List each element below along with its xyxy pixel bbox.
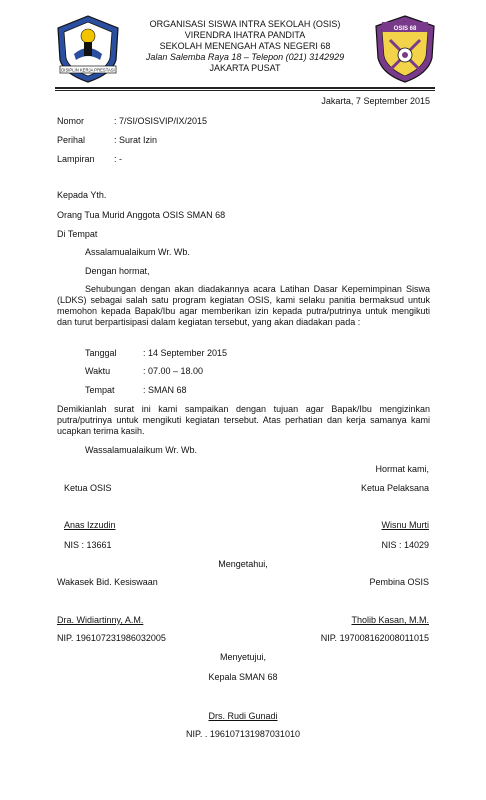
recipient-place: Di Tempat	[57, 229, 98, 239]
perihal-value: : Surat Izin	[114, 135, 158, 145]
pembina-title: Pembina OSIS	[369, 577, 429, 587]
tempat-label: Tempat	[85, 385, 115, 395]
recipient-name: Orang Tua Murid Anggota OSIS SMAN 68	[57, 210, 226, 220]
pembina-name: Tholib Kasan, M.M.	[351, 615, 429, 625]
wakasek-name: Dra. Widiartinny, A.M.	[57, 615, 144, 625]
body-paragraph: Sehubungan dengan akan diadakannya acara Latihan Dasar Kepemimpinan Siswa (LDKS) sebagai salah satu program kegiatan OSIS, kami selaku panitia bermaksud untuk memohon kepada Bapak/Ibu agar memberikan izin kepada putra/putrinya untuk mengikuti dan turut berpartisipasi dalam kegiatan tersebut, yang akan diadakan pada :	[57, 284, 430, 327]
ketua-osis-name: Anas Izzudin	[64, 520, 116, 530]
hormat-kami: Hormat kami,	[375, 464, 429, 474]
perihal-label: Perihal	[57, 135, 86, 145]
opening: Dengan hormat,	[85, 266, 150, 276]
lampiran-value: : -	[114, 154, 122, 164]
lampiran-label: Lampiran	[57, 154, 95, 164]
ketua-osis-nis: NIS : 13661	[64, 540, 112, 550]
menyetujui: Menyetujui,	[219, 652, 267, 662]
ketua-pelaksana-name: Wisnu Murti	[381, 520, 429, 530]
closing-paragraph: Demikianlah surat ini kami sampaikan dengan tujuan agar Bapak/Ibu mengizinkan putra/putrinya untuk mengikuti kegiatan tersebut. Atas perhatian dan kerja samanya kami ucapkan terima kasih.	[57, 404, 430, 436]
kepala-name: Drs. Rudi Gunadi	[208, 711, 278, 721]
farewell: Wassalamualaikum Wr. Wb.	[85, 445, 198, 455]
kepala-nip: NIP. . 196107131987031010	[186, 729, 300, 739]
tanggal-label: Tanggal	[85, 348, 117, 358]
nomor-value: : 7/SI/OSISVIP/IX/2015	[114, 116, 208, 126]
wakasek-nip: NIP. 196107231986032005	[57, 633, 166, 643]
nomor-label: Nomor	[57, 116, 85, 126]
tempat-value: : SMAN 68	[143, 385, 187, 395]
badge-title: OSIS 68	[393, 26, 417, 32]
pembina-nip: NIP. 197008162008011015	[320, 633, 429, 643]
greeting: Assalamualaikum Wr. Wb.	[85, 247, 190, 257]
ketua-osis-title: Ketua OSIS	[64, 483, 112, 493]
letterhead-city: JAKARTA PUSAT	[209, 63, 281, 73]
letterhead-address: Jalan Salemba Raya 18 – Telepon (021) 3142929	[145, 52, 345, 62]
letterhead-school: SEKOLAH MENENGAH ATAS NEGERI 68	[159, 41, 331, 51]
osis-badge-logo	[372, 14, 438, 84]
ketua-pelaksana-nis: NIS : 14029	[381, 540, 429, 550]
wakasek-title: Wakasek Bid. Kesiswaan	[57, 577, 158, 587]
waktu-label: Waktu	[85, 366, 111, 376]
waktu-value: : 07.00 – 18.00	[143, 366, 204, 376]
school-emblem-logo	[52, 14, 124, 84]
letterhead-divider-thin	[55, 90, 435, 91]
tanggal-value: : 14 September 2015	[143, 348, 228, 358]
mengetahui: Mengetahui,	[218, 559, 268, 569]
recipient-salutation: Kepada Yth.	[57, 190, 107, 200]
ketua-pelaksana-title: Ketua Pelaksana	[360, 483, 429, 493]
emblem-motto: DISIPLIN KERJA PRESTASI	[61, 67, 115, 73]
letter-date: Jakarta, 7 September 2015	[321, 96, 430, 106]
letterhead-divider	[55, 87, 435, 89]
letterhead-cabinet: VIRENDRA IHATRA PANDITA	[184, 30, 306, 40]
kepala-title: Kepala SMAN 68	[208, 672, 278, 682]
letterhead-org: ORGANISASI SISWA INTRA SEKOLAH (OSIS)	[149, 19, 341, 29]
